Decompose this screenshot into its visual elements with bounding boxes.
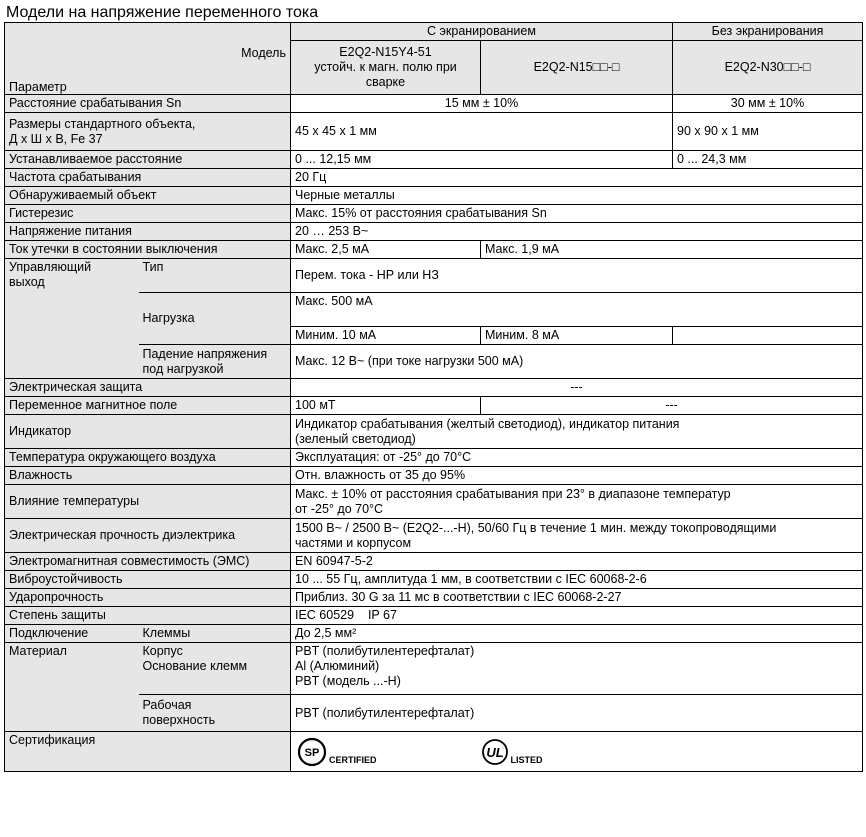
row-label: Частота срабатывания	[5, 169, 291, 187]
row-value: Индикатор срабатывания (желтый светодиод), индикатор питания (зеленый светодиод)	[291, 415, 863, 449]
sub-label: Падение напряжения под нагрузкой	[139, 345, 291, 379]
sub-label: Рабочая поверхность	[139, 695, 291, 732]
row-label: Степень защиты	[5, 607, 291, 625]
svg-text:UL: UL	[485, 744, 504, 760]
row-value: 20 … 253 В~	[291, 223, 863, 241]
row-value: EN 60947-5-2	[291, 553, 863, 571]
row-shock	[5, 589, 863, 607]
ul-icon	[481, 737, 509, 767]
row-label: Переменное магнитное поле	[5, 397, 291, 415]
row-value-empty	[673, 327, 863, 345]
sub-label: Тип	[139, 259, 291, 293]
row-value	[291, 732, 863, 772]
row-value: Макс. 1,9 мА	[481, 241, 863, 259]
row-value: Приблиз. 30 G за 11 мс в соответствии с IEC 60068-2-27	[291, 589, 863, 607]
row-material-body	[5, 643, 863, 695]
row-value: Макс. 12 В~ (при токе нагрузки 500 мА)	[291, 345, 863, 379]
row-protection	[5, 379, 863, 397]
row-std-object	[5, 113, 863, 151]
row-value: PBT (полибутилентерефталат) Al (Алюминий) PBT (модель ...-H)	[291, 643, 863, 695]
row-value: 0 ... 24,3 мм	[673, 151, 863, 169]
spec-table	[4, 22, 863, 772]
row-label: Размеры стандартного объекта, Д x Ш x В, Fe 37	[5, 113, 291, 151]
row-label: Влияние температуры	[5, 485, 291, 519]
row-label: Электрическая прочность диэлектрика	[5, 519, 291, 553]
row-label: Напряжение питания	[5, 223, 291, 241]
ul-logo	[481, 737, 543, 767]
row-label: Гистерезис	[5, 205, 291, 223]
row-label: Температура окружающего воздуха	[5, 449, 291, 467]
row-supply	[5, 223, 863, 241]
row-setting-distance	[5, 151, 863, 169]
row-label: Ток утечки в состоянии выключения	[5, 241, 291, 259]
csa-icon	[297, 737, 327, 767]
row-value: Эксплуатация: от -25° до 70°C	[291, 449, 863, 467]
row-value: Черные металлы	[291, 187, 863, 205]
group-unshielded: Без экранирования	[673, 23, 863, 41]
row-magnetic-field	[5, 397, 863, 415]
row-value: 0 ... 12,15 мм	[291, 151, 673, 169]
svg-text:SP: SP	[304, 746, 320, 759]
row-value: 1500 В~ / 2500 В~ (E2Q2-...-H), 50/60 Гц в течение 1 мин. между токопроводящими частями и корпусом	[291, 519, 863, 553]
row-value: ---	[481, 397, 863, 415]
model-3: E2Q2-N30□□-□	[673, 41, 863, 95]
row-value: Миним. 10 мА	[291, 327, 481, 345]
row-sensing-distance	[5, 95, 863, 113]
row-value: ---	[291, 379, 863, 397]
row-label: Индикатор	[5, 415, 291, 449]
csa-logo	[297, 737, 377, 767]
row-label: Влажность	[5, 467, 291, 485]
row-leakage	[5, 241, 863, 259]
row-value: PBT (полибутилентерефталат)	[291, 695, 863, 732]
row-value: 30 мм ± 10%	[673, 95, 863, 113]
row-humidity	[5, 467, 863, 485]
row-dielectric	[5, 519, 863, 553]
model-label: Модель	[241, 46, 286, 60]
row-connection	[5, 625, 863, 643]
param-label: Параметр	[9, 80, 67, 94]
row-value: Миним. 8 мА	[481, 327, 673, 345]
row-label: Материал	[5, 643, 139, 732]
header-row-groups	[5, 23, 863, 41]
param-model-header	[5, 23, 291, 95]
row-label: Электрическая защита	[5, 379, 291, 397]
page-title: Модели на напряжение переменного тока	[6, 4, 319, 21]
row-value: Отн. влажность от 35 до 95%	[291, 467, 863, 485]
ul-text: LISTED	[510, 754, 543, 765]
group-shielded: С экранированием	[291, 23, 673, 41]
row-temp-influence	[5, 485, 863, 519]
row-frequency	[5, 169, 863, 187]
sub-label: Корпус Основание клемм	[139, 643, 291, 695]
row-value: 20 Гц	[291, 169, 863, 187]
model-2: E2Q2-N15□□-□	[481, 41, 673, 95]
row-label: Обнаруживаемый объект	[5, 187, 291, 205]
csa-text: CERTIFIED	[329, 754, 377, 765]
row-label: Электромагнитная совместимость (ЭМС)	[5, 553, 291, 571]
row-value: 10 ... 55 Гц, амплитуда 1 мм, в соответствии с IEC 60068-2-6	[291, 571, 863, 589]
row-certification	[5, 732, 863, 772]
row-label: Устанавливаемое расстояние	[5, 151, 291, 169]
row-indicator	[5, 415, 863, 449]
row-degree	[5, 607, 863, 625]
row-value: 100 мТ	[291, 397, 481, 415]
row-value: 90 х 90 х 1 мм	[673, 113, 863, 151]
row-label: Управляющий выход	[5, 259, 139, 379]
row-emc	[5, 553, 863, 571]
row-label: Подключение	[5, 625, 139, 643]
row-label: Сертификация	[5, 732, 291, 772]
row-value: Макс. ± 10% от расстояния срабатывания при 23° в диапазоне температур от -25° до 70°C	[291, 485, 863, 519]
row-value: До 2,5 мм²	[291, 625, 863, 643]
row-control-type	[5, 259, 863, 293]
sub-label: Нагрузка	[139, 293, 291, 345]
row-label: Виброустойчивость	[5, 571, 291, 589]
row-value: Макс. 15% от расстояния срабатывания Sn	[291, 205, 863, 223]
row-value: 45 х 45 х 1 мм	[291, 113, 673, 151]
sub-label: Клеммы	[139, 625, 291, 643]
row-value: Макс. 2,5 мА	[291, 241, 481, 259]
row-label: Ударопрочность	[5, 589, 291, 607]
row-value: 15 мм ± 10%	[291, 95, 673, 113]
row-ambient-temp	[5, 449, 863, 467]
row-value: Перем. тока - НР или НЗ	[291, 259, 863, 293]
row-object	[5, 187, 863, 205]
row-vibration	[5, 571, 863, 589]
row-value: IEC 60529 IP 67	[291, 607, 863, 625]
row-label: Расстояние срабатывания Sn	[5, 95, 291, 113]
model-1: E2Q2-N15Y4-51 устойч. к магн. полю при сварке	[291, 41, 481, 95]
row-value: Макс. 500 мА	[291, 293, 863, 327]
row-hysteresis	[5, 205, 863, 223]
